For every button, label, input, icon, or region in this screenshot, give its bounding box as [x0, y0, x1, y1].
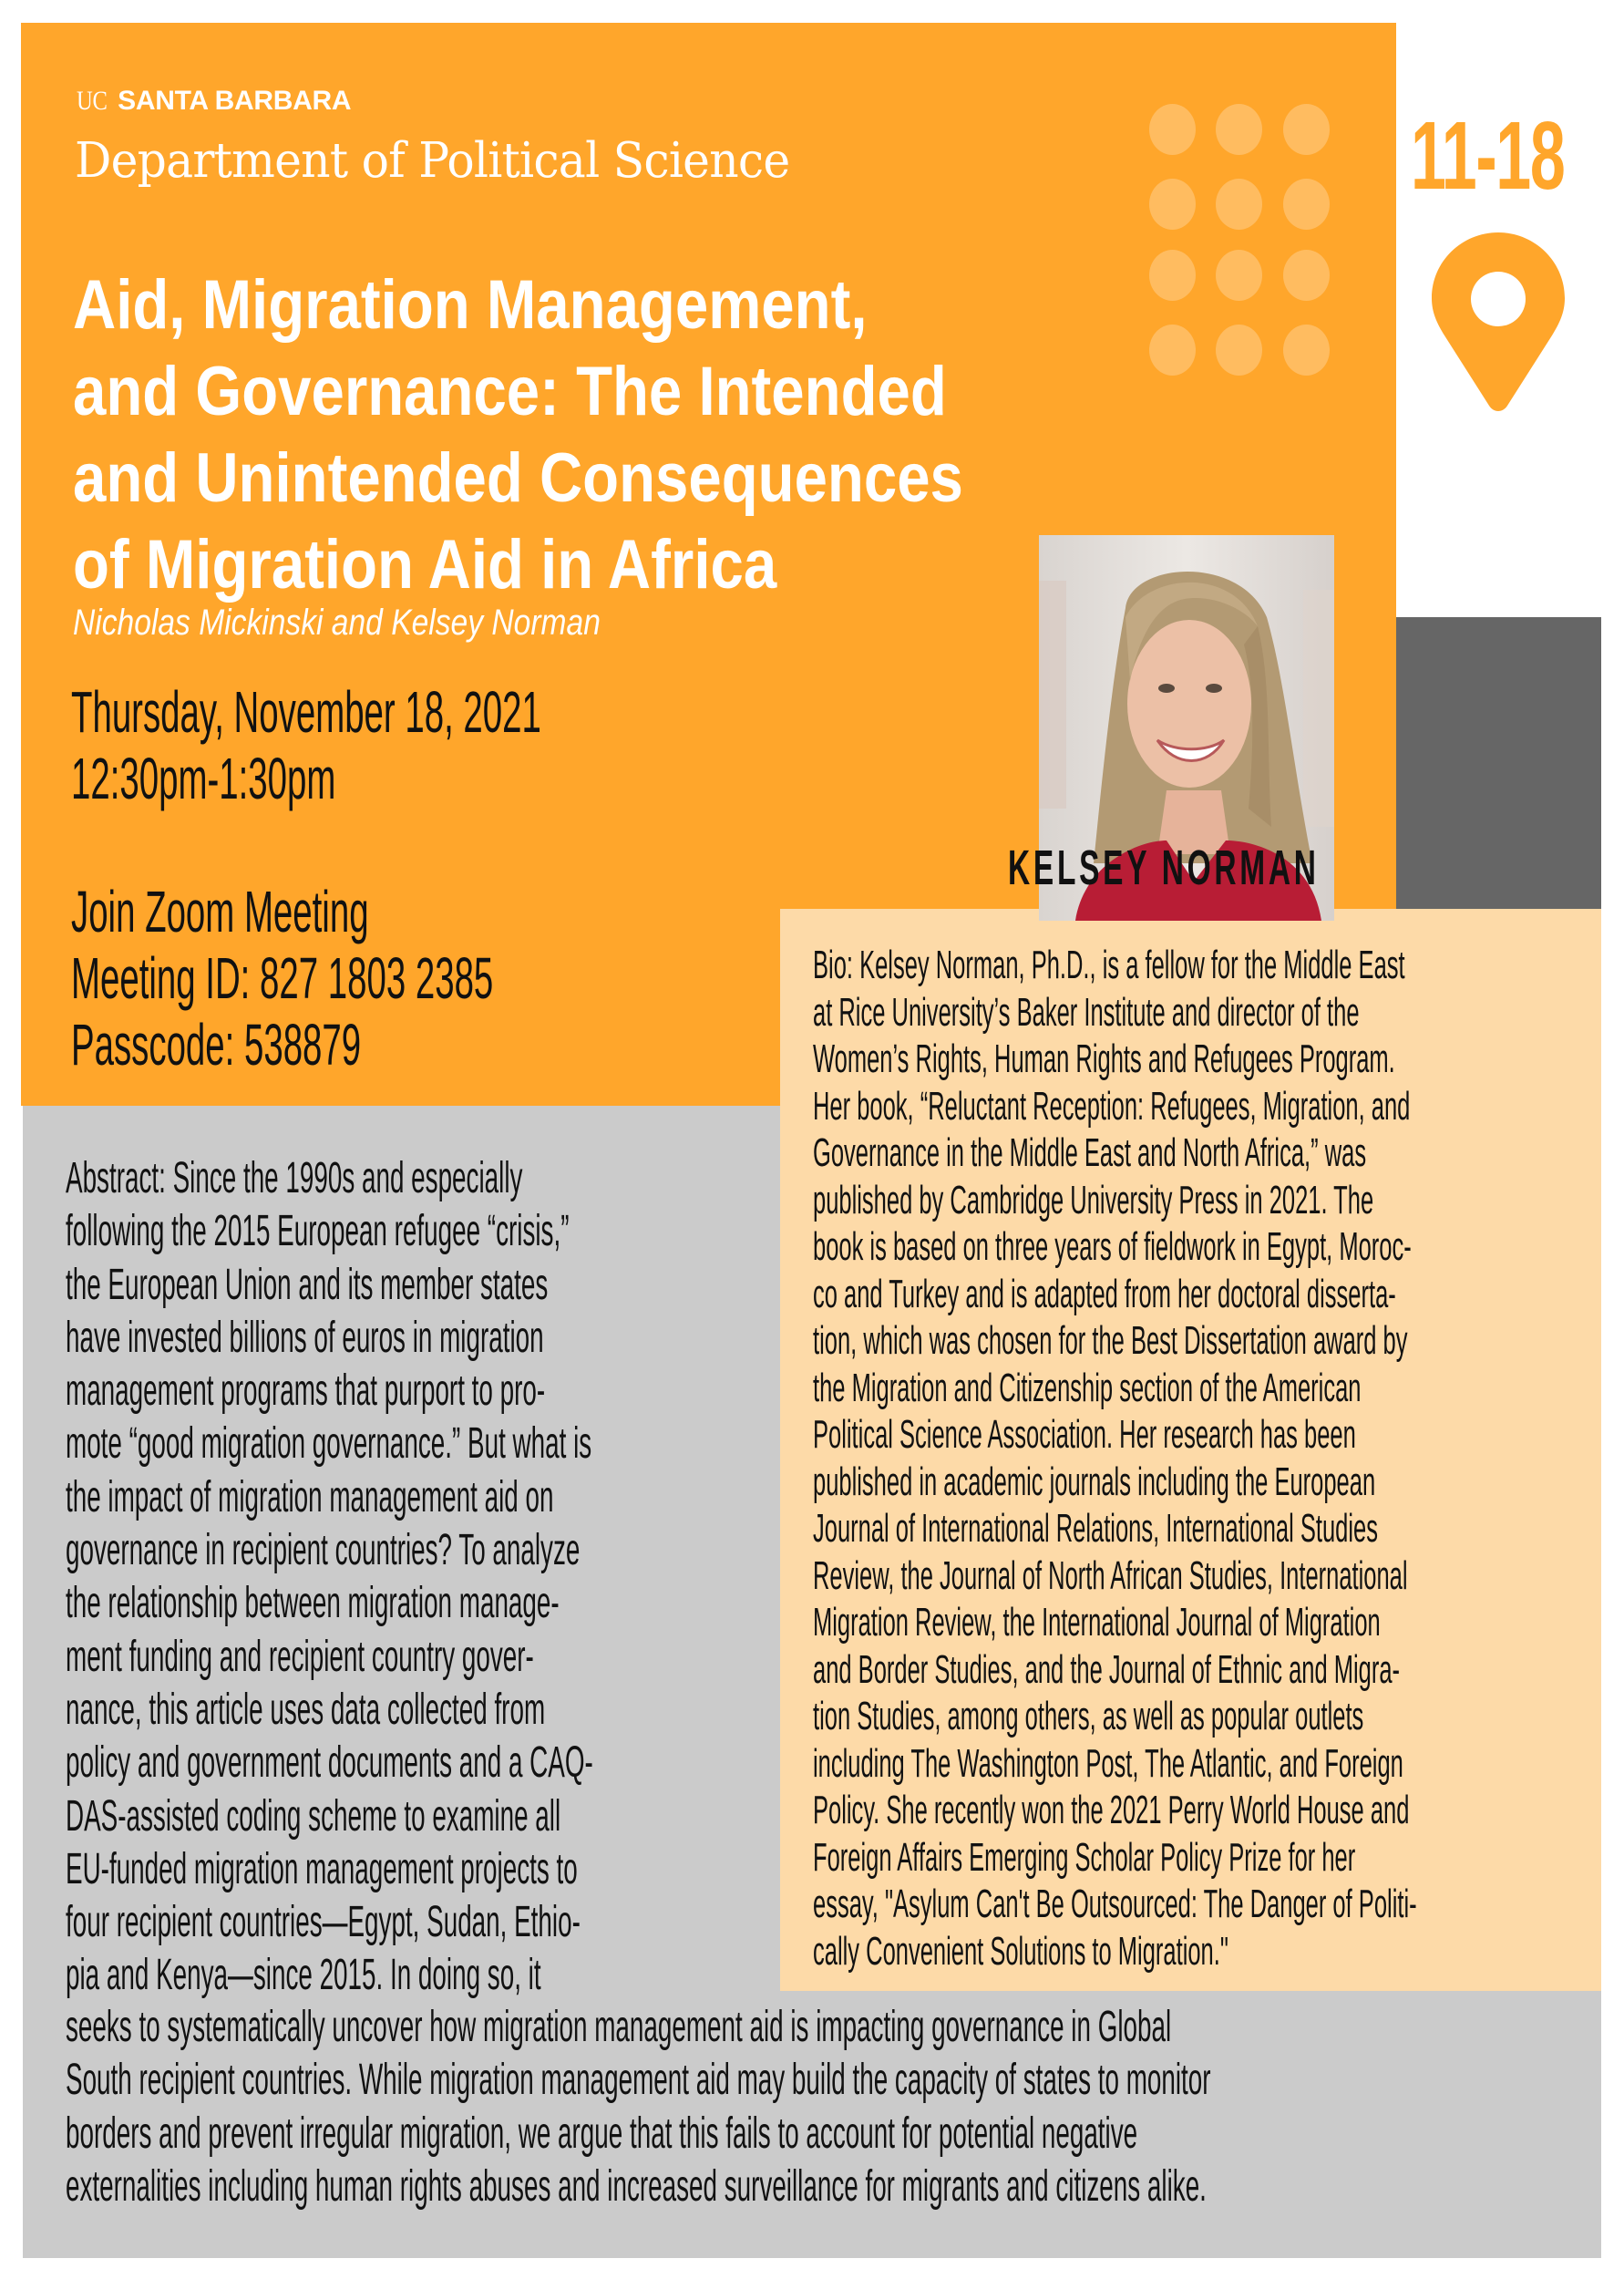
bio-line: including The Washington Post, The Atlantic, and Foreign [813, 1740, 1403, 1786]
bio-line: cally Convenient Solutions to Migration." [813, 1928, 1228, 1974]
decorative-gray-block [1396, 617, 1601, 909]
map-pin-icon [1432, 232, 1565, 413]
speaker-name: KELSEY NORMAN [1008, 840, 1320, 895]
dot-icon [1216, 250, 1262, 301]
authors: Nicholas Mickinski and Kelsey Norman [73, 603, 601, 643]
abstract-line: nance, this article uses data collected from [66, 1685, 546, 1734]
department-name: Department of Political Science [75, 133, 790, 189]
event-date: Thursday, November 18, 2021 [71, 679, 541, 745]
dot-icon [1283, 250, 1330, 301]
abstract-text-continued [66, 2001, 1211, 2213]
spacer [71, 812, 541, 879]
event-details [71, 679, 855, 1078]
bio-line: Bio: Kelsey Norman, Ph.D., is a fellow for the Middle East [813, 943, 1405, 987]
abstract-line: borders and prevent irregular migration, we argue that this fails to account for potential negative [66, 2109, 1138, 2158]
event-time: 12:30pm-1:30pm [71, 746, 336, 811]
title-line: of Migration Aid in Africa [73, 526, 777, 603]
abstract-line: policy and government documents and a CAQ- [66, 1738, 593, 1788]
bio-line: Policy. She recently won the 2021 Perry World House and [813, 1788, 1410, 1832]
zoom-heading: Join Zoom Meeting [71, 879, 369, 944]
speaker-bio [813, 942, 1542, 1975]
dot-icon [1283, 179, 1330, 230]
title-line: and Unintended Consequences [73, 439, 963, 517]
dot-icon [1216, 104, 1262, 155]
abstract-line: pia and Kenya—since 2015. In doing so, it [66, 1951, 541, 2000]
university-logo [77, 86, 351, 117]
bio-line: the Migration and Citizenship section of the American [813, 1365, 1362, 1410]
abstract-line: management programs that purport to pro- [66, 1366, 546, 1416]
bio-line: Migration Review, the International Journal of Migration [813, 1600, 1381, 1645]
abstract-line: Abstract: Since the 1990s and especially [66, 1154, 523, 1202]
bio-line: Review, the Journal of North African Studies, International [813, 1552, 1408, 1598]
dot-icon [1149, 179, 1196, 230]
bio-line: and Border Studies, and the Journal of Ethnic and Migra- [813, 1646, 1401, 1692]
bio-line: essay, "Asylum Can't Be Outsourced: The Danger of Politi- [813, 1882, 1417, 1926]
abstract-line: the relationship between migration manage- [66, 1579, 560, 1628]
dot-icon [1149, 104, 1196, 155]
abstract-line: seeks to systematically uncover how migration management aid is impacting governance in Global [66, 2003, 1172, 2051]
bio-line: Journal of International Relations, International Studies [813, 1506, 1378, 1551]
title-line: Aid, Migration Management, [73, 266, 868, 344]
dot-icon [1216, 179, 1262, 230]
bio-line: Women’s Rights, Human Rights and Refugees Program. [813, 1036, 1395, 1081]
bio-line: Governance in the Middle East and North Africa,” was [813, 1130, 1367, 1175]
passcode[interactable]: Passcode: 538879 [71, 1012, 362, 1078]
bio-line: tion Studies, among others, as well as popular outlets [813, 1694, 1364, 1738]
bio-line: Political Science Association. Her research has been [813, 1412, 1356, 1457]
abstract-line: have invested billions of euros in migration [66, 1313, 544, 1362]
bio-line: published in academic journals including the European [813, 1459, 1376, 1504]
bio-line: Foreign Affairs Emerging Scholar Policy Prize for her [813, 1834, 1356, 1880]
abstract-line: EU-funded migration management projects to [66, 1844, 578, 1893]
title-line: and Governance: The Intended [73, 353, 947, 430]
bio-line: tion, which was chosen for the Best Dissertation award by [813, 1318, 1408, 1363]
dot-icon [1283, 325, 1330, 376]
abstract-line: governance in recipient countries? To analyze [66, 1526, 581, 1575]
abstract-line: four recipient countries—Egypt, Sudan, Ethio- [66, 1898, 581, 1947]
date-badge: 11-18 [1411, 102, 1565, 210]
abstract-line: the European Union and its member states [66, 1260, 549, 1309]
bio-line: co and Turkey and is adapted from her doctoral disserta- [813, 1271, 1396, 1316]
dot-icon [1283, 104, 1330, 155]
meeting-id[interactable]: Meeting ID: 827 1803 2385 [71, 945, 494, 1011]
dot-icon [1216, 325, 1262, 376]
bio-line: book is based on three years of fieldwork in Egypt, Moroc- [813, 1224, 1412, 1269]
event-title [73, 262, 1167, 608]
abstract-line: the impact of migration management aid on [66, 1472, 554, 1521]
bio-line: at Rice University’s Baker Institute and director of the [813, 989, 1360, 1035]
abstract-line: externalities including human rights abuses and increased surveillance for migrants and citizens alike. [66, 2161, 1207, 2211]
abstract-line: South recipient countries. While migration management aid may build the capacity of states to monitor [66, 2056, 1211, 2105]
abstract-line: mote “good migration governance.” But what is [66, 1419, 592, 1469]
brand-prefix: UC [77, 86, 108, 116]
brand-name: SANTA BARBARA [118, 86, 352, 116]
abstract-line: ment funding and recipient country gover- [66, 1632, 534, 1681]
abstract-line: following the 2015 European refugee “crisis,” [66, 1207, 570, 1256]
abstract-text [66, 1152, 593, 2003]
bio-line: published by Cambridge University Press in 2021. The [813, 1177, 1374, 1222]
bio-line: Her book, “Reluctant Reception: Refugees, Migration, and [813, 1083, 1411, 1129]
abstract-line: DAS-assisted coding scheme to examine all [66, 1791, 561, 1841]
